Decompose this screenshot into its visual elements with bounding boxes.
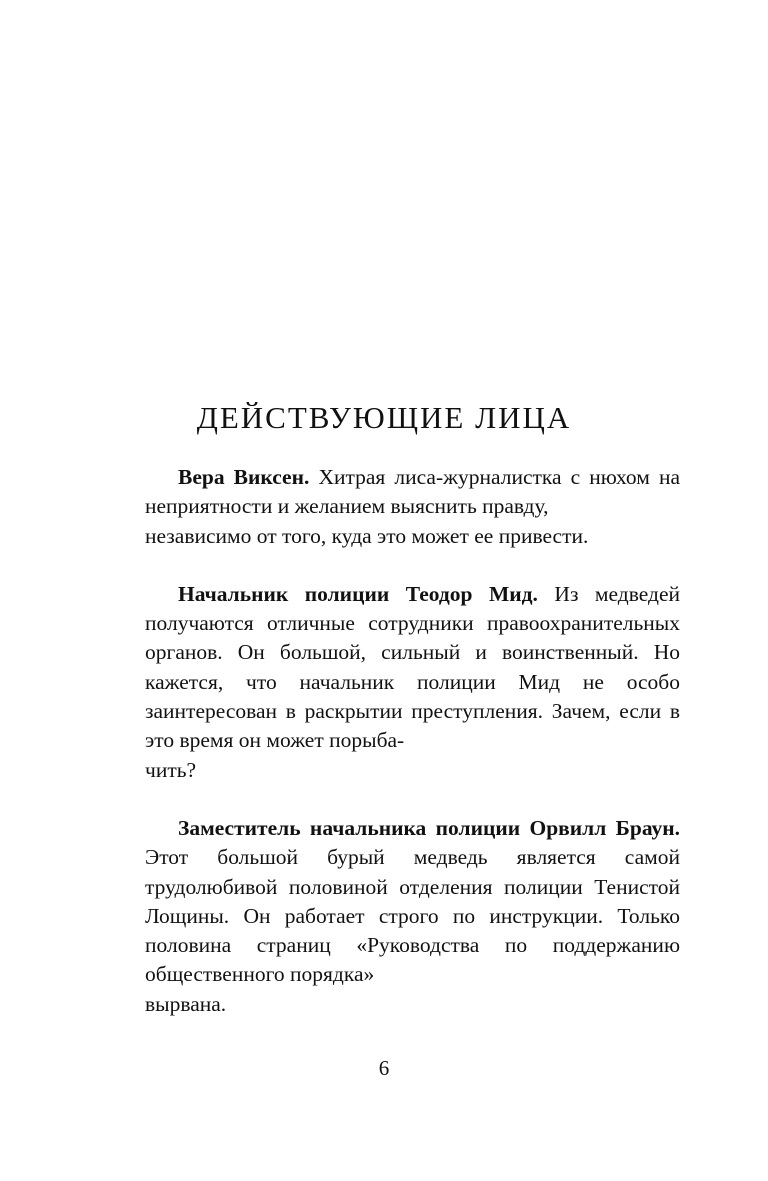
character-description: Из медведей получаются отличные сотрудники правоохранительных органов. Он большой, сильный и воинственный. Но кажется, что начальник полиции Мид не особо заинтересован в раскрытии преступления. Зачем, если в это время он может порыба- xyxy=(145,581,681,753)
character-name: Начальник полиции Теодор Мид. xyxy=(178,581,538,606)
character-entry-vera xyxy=(145,463,680,551)
character-entry-brown xyxy=(145,814,680,1019)
page-number: 6 xyxy=(378,1056,390,1080)
character-entry-mead xyxy=(145,580,680,785)
character-name: Заместитель начальника полиции Орвилл Браун. xyxy=(178,815,680,840)
character-description-end: независимо от того, куда это может ее привести. xyxy=(145,523,589,548)
page-heading: ДЕЙСТВУЮЩИЕ ЛИЦА xyxy=(196,400,572,435)
character-name: Вера Виксен. xyxy=(178,465,310,489)
character-description: Хитрая лиса-журналистка с нюхом на неприятности и желанием выяснить правду, xyxy=(145,465,680,519)
character-description: Этот большой бурый медведь является самой трудолюбивой половиной отделения полиции Тенистой Лощины. Он работает строго по инструкции. Только половина страниц «Руководства по поддержанию общественного порядка» xyxy=(145,845,680,987)
character-description-end: чить? xyxy=(145,757,197,782)
character-list xyxy=(145,463,680,1048)
character-description-end: вырвана. xyxy=(145,991,227,1016)
